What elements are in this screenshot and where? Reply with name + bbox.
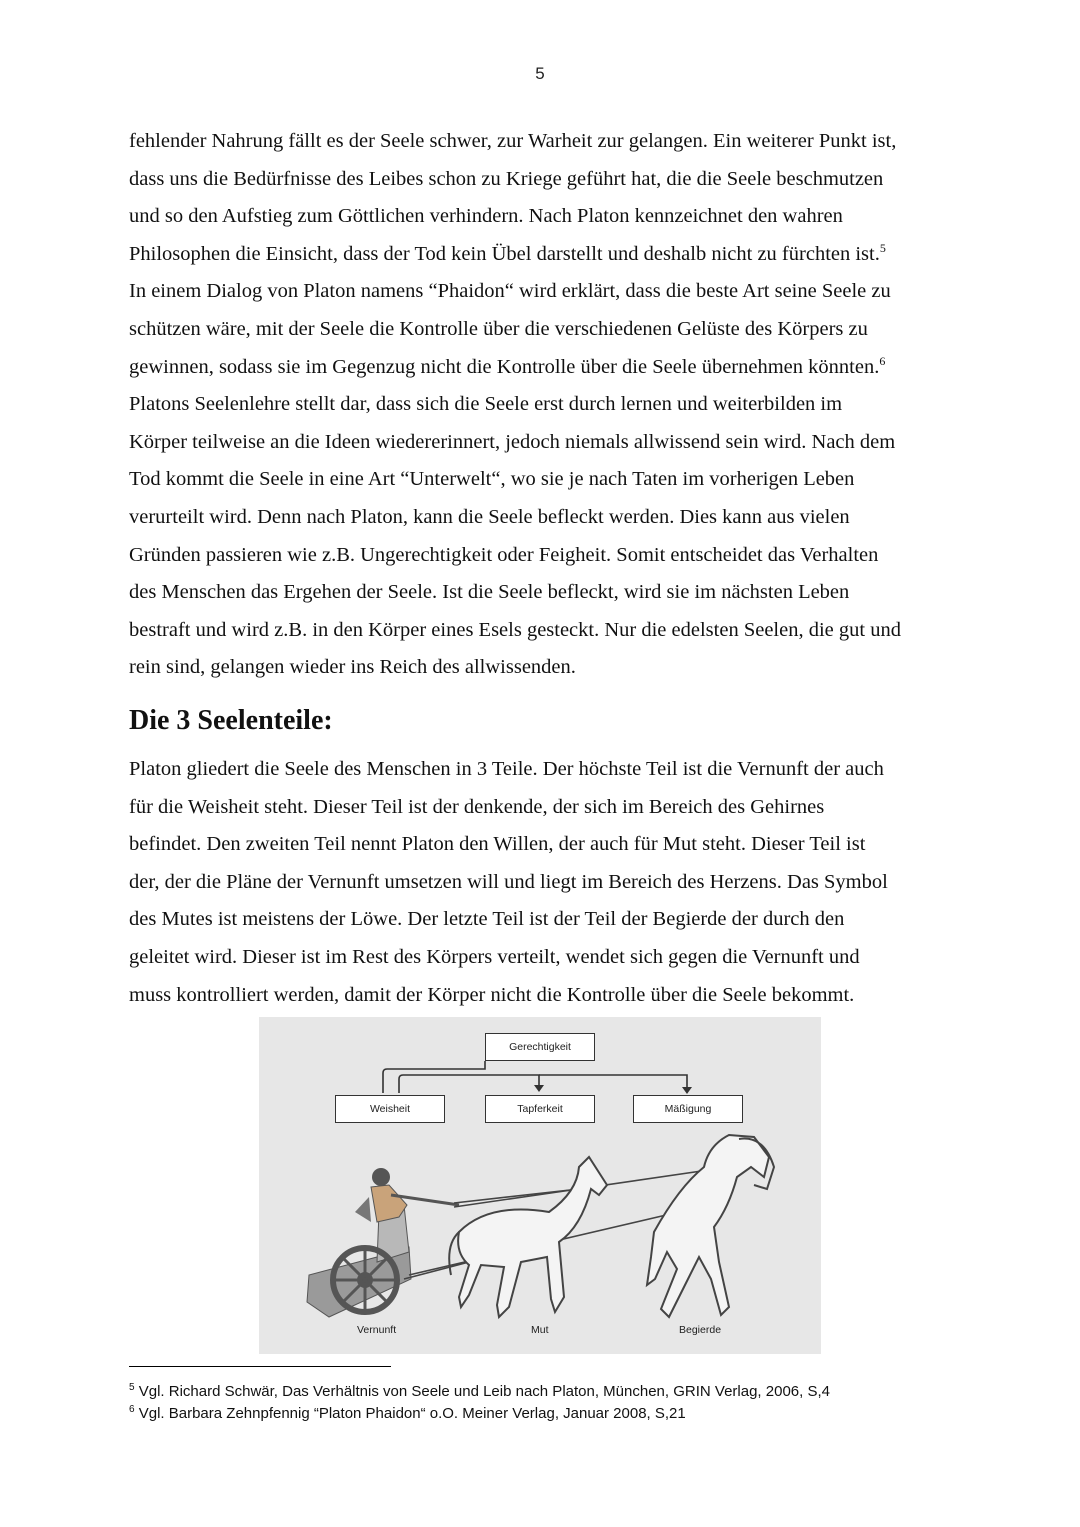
text-line: muss kontrolliert werden, damit der Körper nicht die Kontrolle über die Seele bekommt. <box>129 983 855 1006</box>
charioteer-drawing <box>355 1168 459 1222</box>
footnote-separator <box>129 1366 391 1367</box>
footnote-item <box>129 1403 830 1425</box>
footnote-item <box>129 1381 830 1403</box>
text-line: Platons Seelenlehre stellt dar, dass sich die Seele erst durch lernen und weiterbilden im <box>129 393 843 416</box>
text-line: der, der die Pläne der Vernunft umsetzen will und liegt im Bereich des Herzens. Das Symbol <box>129 870 888 893</box>
text-line: dass uns die Bedürfnisse des Leibes schon zu Kriege geführt hat, die die Seele beschmutzen <box>129 167 884 190</box>
paragraph-intro <box>129 123 959 687</box>
text-line: bestraft und wird z.B. in den Körper eines Esels gesteckt. Nur die edelsten Seelen, die gut und <box>129 618 901 641</box>
arrow-heads <box>534 1085 692 1094</box>
footnote-number: 5 <box>129 1382 135 1393</box>
footnote-text: Vgl. Richard Schwär, Das Verhältnis von Seele und Leib nach Platon, München, GRIN Verlag, 2006, S,4 <box>138 1383 830 1400</box>
text-line: für die Weisheit steht. Dieser Teil ist der denkende, der sich im Bereich des Gehirnes <box>129 795 825 818</box>
footnote-number: 6 <box>129 1404 135 1415</box>
text-line: Körper teilweise an die Ideen wiedererinnert, jedoch niemals allwissend sein wird. Nach dem <box>129 430 896 453</box>
text-line: fehlender Nahrung fällt es der Seele schwer, zur Warheit zur gelangen. Ein weiterer Punkt ist, <box>129 130 897 152</box>
figure-illustration <box>259 1017 821 1354</box>
text-line: In einem Dialog von Platon namens “Phaidon“ wird erklärt, dass die beste Art seine Seele zu <box>129 280 891 303</box>
text-line: Gründen passieren wie z.B. Ungerechtigkeit oder Feigheit. Somit entscheidet das Verhalten <box>129 543 879 566</box>
paragraph-seelenteile <box>129 751 959 1014</box>
footnote-ref[interactable]: 6 <box>879 353 886 368</box>
caption-mut: Mut <box>531 1324 549 1336</box>
box-weisheit: Weisheit <box>335 1095 445 1123</box>
horse-begierde-drawing <box>647 1135 774 1317</box>
text-line: des Menschen das Ergehen der Seele. Ist die Seele befleckt, wird sie im nächsten Leben <box>129 581 850 604</box>
text-line <box>129 349 959 387</box>
box-gerechtigkeit: Gerechtigkeit <box>485 1033 595 1061</box>
section-heading: Die 3 Seelenteile: <box>129 705 333 736</box>
text-line: des Mutes ist meistens der Löwe. Der letzte Teil ist der Teil der Begierde der durch den <box>129 908 845 931</box>
text-line: rein sind, gelangen wieder ins Reich des allwissenden. <box>129 656 576 679</box>
chariot-drawing <box>307 1205 411 1317</box>
text-line: verurteilt wird. Denn nach Platon, kann die Seele befleckt werden. Dies kann aus vielen <box>129 505 850 528</box>
text-line: befindet. Den zweiten Teil nennt Platon den Willen, der auch für Mut steht. Dieser Teil ist <box>129 833 866 856</box>
text-line: Platon gliedert die Seele des Menschen in 3 Teile. Der höchste Teil ist die Vernunft der auch <box>129 758 884 780</box>
box-tapferkeit: Tapferkeit <box>485 1095 595 1123</box>
connector-lines <box>383 1061 687 1093</box>
footnote-ref[interactable]: 5 <box>879 240 886 255</box>
footnote-text: Vgl. Barbara Zehnpfennig “Platon Phaidon“ o.O. Meiner Verlag, Januar 2008, S,21 <box>138 1405 686 1422</box>
text-line-content: Philosophen die Einsicht, dass der Tod kein Übel darstellt und deshalb nicht zu fürchten ist. <box>129 242 880 265</box>
text-line: und so den Aufstieg zum Göttlichen verhindern. Nach Platon kennzeichnet den wahren <box>129 205 843 228</box>
text-line <box>129 236 959 274</box>
horse-mut-drawing <box>449 1157 607 1317</box>
caption-begierde: Begierde <box>679 1324 722 1336</box>
caption-vernunft: Vernunft <box>357 1324 397 1336</box>
page-number: 5 <box>535 64 545 83</box>
box-maessigung: Mäßigung <box>633 1095 743 1123</box>
text-line: Tod kommt die Seele in eine Art “Unterwelt“, wo sie je nach Taten im vorherigen Leben <box>129 468 855 491</box>
text-line-content: gewinnen, sodass sie im Gegenzug nicht die Kontrolle über die Seele übernehmen könnten. <box>129 355 880 378</box>
text-line: schützen wäre, mit der Seele die Kontrolle über die verschiedenen Gelüste des Körpers zu <box>129 317 868 340</box>
chariot-allegory-figure <box>259 1017 821 1354</box>
footnotes <box>129 1381 830 1425</box>
text-line: geleitet wird. Dieser ist im Rest des Körpers verteilt, wendet sich gegen die Vernunft und <box>129 945 860 968</box>
